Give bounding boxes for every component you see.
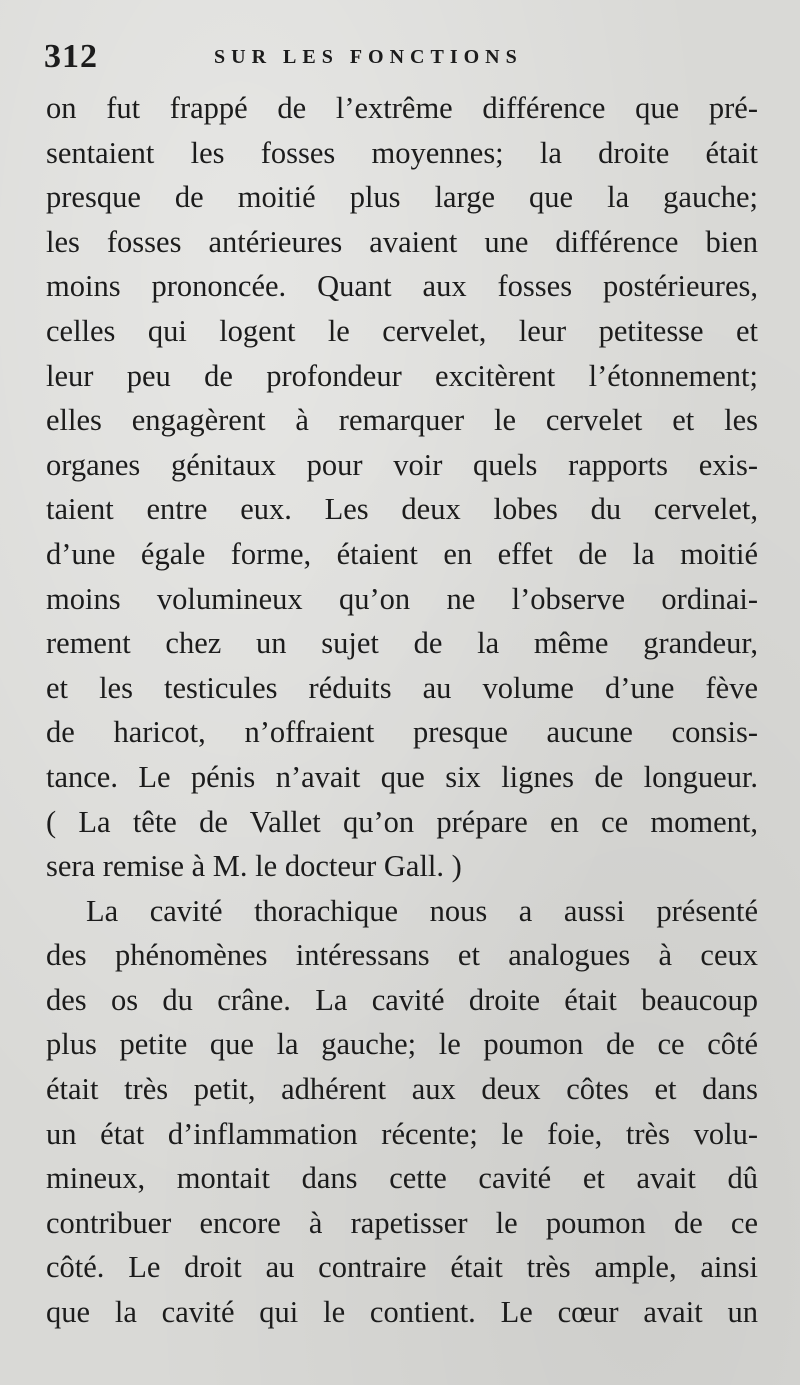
text-line: sentaient les fosses moyennes; la droite était — [46, 135, 758, 170]
text-line: on fut frappé de l’extrême différence que pré- — [46, 91, 758, 125]
text-line: était très petit, adhérent aux deux côtes et dans — [46, 1072, 758, 1107]
text-line: La cavité thorachique nous a aussi présenté — [86, 893, 758, 928]
text-line: des os du crâne. La cavité droite était beaucoup — [46, 982, 758, 1017]
text-line: que la cavité qui le contient. Le cœur avait un — [46, 1295, 758, 1330]
text-line: côté. Le droit au contraire était très ample, ainsi — [46, 1250, 758, 1285]
running-head — [44, 38, 760, 82]
text-line: celles qui logent le cervelet, leur petitesse et — [46, 313, 758, 348]
text-line: presque de moitié plus large que la gauche; — [46, 180, 758, 215]
text-line: plus petite que la gauche; le poumon de ce côté — [46, 1027, 758, 1062]
text-line: un état d’inflammation récente; le foie, très volu- — [46, 1116, 758, 1151]
paragraph-1 — [46, 86, 758, 889]
paragraph-2 — [46, 889, 758, 1335]
text-line: contribuer encore à rapetisser le poumon de ce — [46, 1205, 758, 1240]
text-line: elles engagèrent à remarquer le cervelet et les — [46, 403, 758, 438]
body-text — [46, 86, 758, 1335]
text-line: rement chez un sujet de la même grandeur, — [46, 626, 758, 661]
text-line: les fosses antérieures avaient une différence bien — [46, 224, 758, 259]
text-line: moins prononcée. Quant aux fosses postérieures, — [46, 269, 758, 304]
page-number: 312 — [44, 38, 98, 75]
text-line: d’une égale forme, étaient en effet de la moitié — [46, 536, 758, 571]
text-line: tance. Le pénis n’avait que six lignes de longueur. — [46, 759, 758, 794]
text-line: sera remise à M. le docteur Gall. ) — [46, 849, 462, 884]
text-line: organes génitaux pour voir quels rapports exis- — [46, 447, 758, 482]
text-line: des phénomènes intéressans et analogues à ceux — [46, 938, 758, 973]
text-line: mineux, montait dans cette cavité et avait dû — [46, 1161, 758, 1196]
running-title: SUR LES FONCTIONS — [214, 46, 523, 68]
text-line: taient entre eux. Les deux lobes du cervelet, — [46, 492, 758, 527]
text-line: leur peu de profondeur excitèrent l’étonnement; — [46, 358, 758, 393]
text-line: moins volumineux qu’on ne l’observe ordinai- — [46, 581, 758, 616]
text-line: ( La tête de Vallet qu’on prépare en ce moment, — [46, 804, 758, 839]
text-line: et les testicules réduits au volume d’une fève — [46, 670, 758, 705]
text-line: de haricot, n’offraient presque aucune consis- — [46, 715, 758, 750]
